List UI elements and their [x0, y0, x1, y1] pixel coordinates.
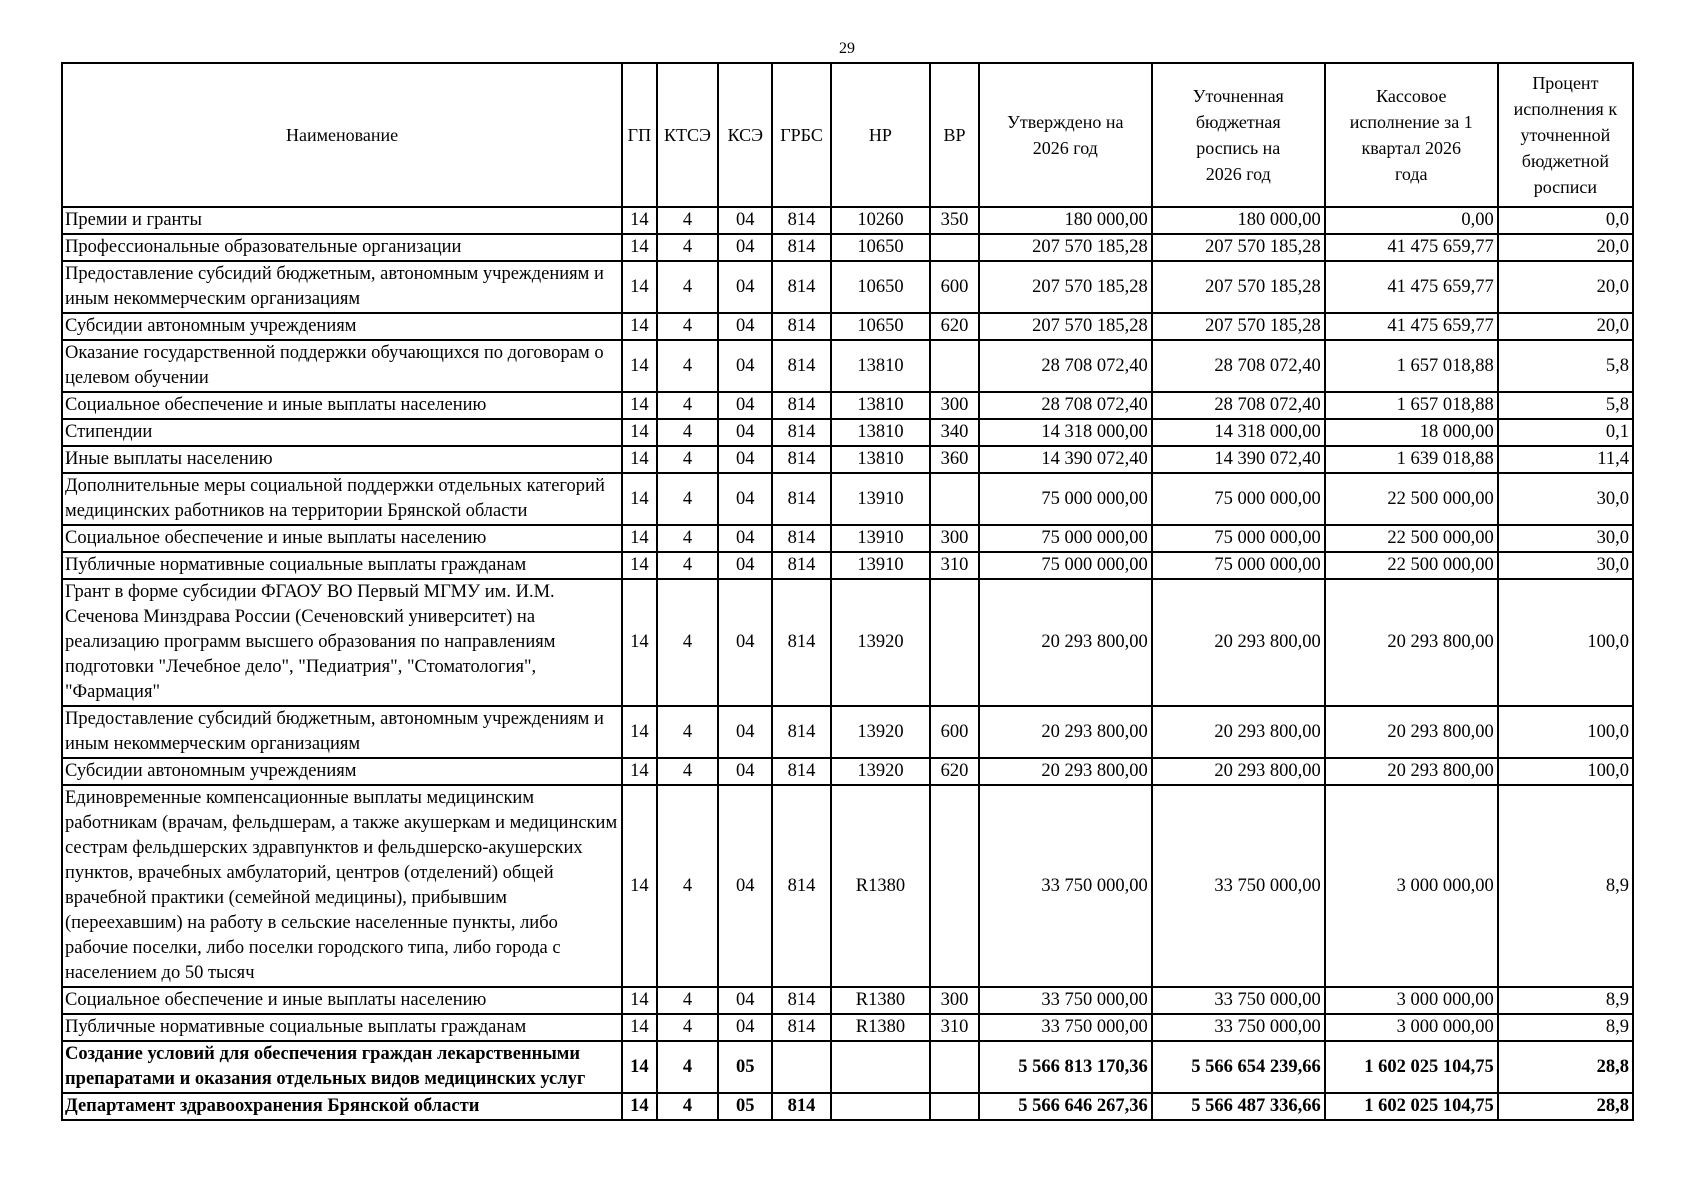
cell-vr: 340	[930, 419, 979, 446]
cell-vr	[930, 1041, 979, 1093]
cell-approved: 33 750 000,00	[979, 987, 1152, 1014]
cell-grbs: 814	[772, 473, 830, 525]
cell-refined: 14 390 072,40	[1152, 446, 1325, 473]
cell-refined: 180 000,00	[1152, 207, 1325, 234]
cell-ktse: 4	[657, 1093, 719, 1120]
cell-gp: 14	[622, 261, 657, 313]
table-row	[62, 1093, 1633, 1120]
cell-nr: 13920	[831, 579, 930, 706]
cell-ktse: 4	[657, 525, 719, 552]
cell-refined: 5 566 654 239,66	[1152, 1041, 1325, 1093]
cell-gp: 14	[622, 313, 657, 340]
table-row	[62, 419, 1633, 446]
cell-approved: 75 000 000,00	[979, 473, 1152, 525]
cell-name: Социальное обеспечение и иные выплаты населению	[62, 525, 622, 552]
cell-approved: 28 708 072,40	[979, 340, 1152, 392]
cell-kse: 05	[718, 1093, 772, 1120]
cell-nr: 13810	[831, 419, 930, 446]
cell-ktse: 4	[657, 207, 719, 234]
cell-gp: 14	[622, 473, 657, 525]
cell-vr: 350	[930, 207, 979, 234]
cell-nr: R1380	[831, 987, 930, 1014]
cell-grbs: 814	[772, 392, 830, 419]
cell-cash: 22 500 000,00	[1325, 525, 1498, 552]
cell-name: Премии и гранты	[62, 207, 622, 234]
cell-kse: 04	[718, 392, 772, 419]
cell-name: Субсидии автономным учреждениям	[62, 758, 622, 785]
cell-vr	[930, 340, 979, 392]
header-nr: НР	[831, 63, 930, 207]
cell-percent: 8,9	[1498, 987, 1633, 1014]
cell-kse: 04	[718, 207, 772, 234]
header-cash: Кассовое исполнение за 1 квартал 2026 года	[1325, 63, 1498, 207]
cell-cash: 20 293 800,00	[1325, 706, 1498, 758]
cell-name: Единовременные компенсационные выплаты медицинским работникам (врачам, фельдшерам, а также акушеркам и медицинским сестрам фельдшерских здравпунктов и фельдшерско-акушерских пунктов, врачебных амбулаторий, центров (отделений) общей врачебной практики (семейной медицины), прибывшим (переехавшим) на работу в сельские населенные пункты, либо рабочие поселки, либо поселки городского типа, либо города с населением до 50 тысяч	[62, 785, 622, 987]
cell-kse: 04	[718, 313, 772, 340]
table-row	[62, 525, 1633, 552]
cell-refined: 33 750 000,00	[1152, 1014, 1325, 1041]
table-row	[62, 706, 1633, 758]
cell-gp: 14	[622, 525, 657, 552]
cell-refined: 207 570 185,28	[1152, 313, 1325, 340]
cell-nr: 10650	[831, 234, 930, 261]
cell-ktse: 4	[657, 313, 719, 340]
cell-vr: 310	[930, 1014, 979, 1041]
cell-percent: 0,0	[1498, 207, 1633, 234]
table-header-row	[62, 63, 1633, 207]
cell-approved: 75 000 000,00	[979, 525, 1152, 552]
header-vr: ВР	[930, 63, 979, 207]
cell-vr	[930, 1093, 979, 1120]
cell-name: Создание условий для обеспечения граждан лекарственными препаратами и оказания отдельных видов медицинских услуг	[62, 1041, 622, 1093]
cell-cash: 41 475 659,77	[1325, 234, 1498, 261]
cell-ktse: 4	[657, 340, 719, 392]
cell-approved: 207 570 185,28	[979, 234, 1152, 261]
cell-cash: 0,00	[1325, 207, 1498, 234]
cell-approved: 207 570 185,28	[979, 313, 1152, 340]
cell-approved: 20 293 800,00	[979, 579, 1152, 706]
cell-cash: 22 500 000,00	[1325, 473, 1498, 525]
cell-refined: 20 293 800,00	[1152, 706, 1325, 758]
cell-approved: 14 390 072,40	[979, 446, 1152, 473]
cell-refined: 33 750 000,00	[1152, 785, 1325, 987]
cell-vr	[930, 579, 979, 706]
cell-percent: 5,8	[1498, 392, 1633, 419]
cell-vr: 620	[930, 758, 979, 785]
table-body	[62, 207, 1633, 1120]
cell-name: Стипендии	[62, 419, 622, 446]
cell-kse: 04	[718, 525, 772, 552]
cell-refined: 75 000 000,00	[1152, 473, 1325, 525]
cell-gp: 14	[622, 785, 657, 987]
cell-kse: 04	[718, 261, 772, 313]
cell-kse: 04	[718, 419, 772, 446]
header-kse: КСЭ	[718, 63, 772, 207]
cell-ktse: 4	[657, 758, 719, 785]
cell-gp: 14	[622, 579, 657, 706]
cell-kse: 04	[718, 552, 772, 579]
cell-nr: R1380	[831, 1014, 930, 1041]
cell-gp: 14	[622, 446, 657, 473]
cell-approved: 20 293 800,00	[979, 758, 1152, 785]
cell-cash: 41 475 659,77	[1325, 313, 1498, 340]
cell-cash: 41 475 659,77	[1325, 261, 1498, 313]
cell-vr: 600	[930, 261, 979, 313]
header-gp: ГП	[622, 63, 657, 207]
cell-nr: 13910	[831, 552, 930, 579]
cell-vr: 360	[930, 446, 979, 473]
cell-approved: 75 000 000,00	[979, 552, 1152, 579]
cell-percent: 11,4	[1498, 446, 1633, 473]
cell-percent: 20,0	[1498, 234, 1633, 261]
header-grbs: ГРБС	[772, 63, 830, 207]
cell-percent: 30,0	[1498, 473, 1633, 525]
cell-approved: 180 000,00	[979, 207, 1152, 234]
cell-grbs: 814	[772, 340, 830, 392]
table-row	[62, 207, 1633, 234]
cell-name: Грант в форме субсидии ФГАОУ ВО Первый МГМУ им. И.М. Сеченова Минздрава России (Сеченовский университет) на реализацию программ высшего образования по направлениям подготовки "Лечебное дело", "Педиатрия", "Стоматология", "Фармация"	[62, 579, 622, 706]
cell-percent: 30,0	[1498, 552, 1633, 579]
cell-refined: 20 293 800,00	[1152, 579, 1325, 706]
cell-name: Профессиональные образовательные организации	[62, 234, 622, 261]
cell-name: Публичные нормативные социальные выплаты гражданам	[62, 1014, 622, 1041]
table-row	[62, 758, 1633, 785]
cell-grbs: 814	[772, 261, 830, 313]
cell-cash: 1 657 018,88	[1325, 392, 1498, 419]
cell-percent: 28,8	[1498, 1093, 1633, 1120]
cell-vr: 300	[930, 392, 979, 419]
cell-refined: 28 708 072,40	[1152, 340, 1325, 392]
cell-refined: 75 000 000,00	[1152, 525, 1325, 552]
cell-name: Оказание государственной поддержки обучающихся по договорам о целевом обучении	[62, 340, 622, 392]
table-row	[62, 234, 1633, 261]
cell-cash: 20 293 800,00	[1325, 579, 1498, 706]
cell-grbs: 814	[772, 785, 830, 987]
cell-nr: 10650	[831, 261, 930, 313]
cell-gp: 14	[622, 419, 657, 446]
cell-gp: 14	[622, 207, 657, 234]
cell-cash: 3 000 000,00	[1325, 785, 1498, 987]
cell-name: Публичные нормативные социальные выплаты гражданам	[62, 552, 622, 579]
cell-ktse: 4	[657, 419, 719, 446]
cell-vr: 300	[930, 987, 979, 1014]
cell-percent: 30,0	[1498, 525, 1633, 552]
header-ktse: КТСЭ	[657, 63, 719, 207]
cell-gp: 14	[622, 706, 657, 758]
cell-percent: 0,1	[1498, 419, 1633, 446]
cell-vr: 620	[930, 313, 979, 340]
cell-ktse: 4	[657, 261, 719, 313]
cell-name: Предоставление субсидий бюджетным, автономным учреждениям и иным некоммерческим организациям	[62, 261, 622, 313]
cell-name: Социальное обеспечение и иные выплаты населению	[62, 987, 622, 1014]
cell-refined: 28 708 072,40	[1152, 392, 1325, 419]
table-row	[62, 340, 1633, 392]
cell-percent: 100,0	[1498, 706, 1633, 758]
cell-ktse: 4	[657, 1014, 719, 1041]
table-row	[62, 1041, 1633, 1093]
cell-name: Дополнительные меры социальной поддержки отдельных категорий медицинских работников на территории Брянской области	[62, 473, 622, 525]
cell-ktse: 4	[657, 579, 719, 706]
cell-nr: 13810	[831, 446, 930, 473]
cell-vr	[930, 473, 979, 525]
cell-nr: 13920	[831, 758, 930, 785]
cell-cash: 1 657 018,88	[1325, 340, 1498, 392]
cell-cash: 1 602 025 104,75	[1325, 1093, 1498, 1120]
cell-nr: 13810	[831, 392, 930, 419]
cell-grbs: 814	[772, 446, 830, 473]
cell-cash: 3 000 000,00	[1325, 987, 1498, 1014]
cell-vr: 600	[930, 706, 979, 758]
cell-kse: 04	[718, 1014, 772, 1041]
cell-gp: 14	[622, 234, 657, 261]
budget-table	[61, 62, 1634, 1121]
header-approved: Утверждено на 2026 год	[979, 63, 1152, 207]
table-row	[62, 261, 1633, 313]
header-percent: Процент исполнения к уточненной бюджетной росписи	[1498, 63, 1633, 207]
cell-nr: 10650	[831, 313, 930, 340]
cell-gp: 14	[622, 340, 657, 392]
cell-kse: 04	[718, 473, 772, 525]
cell-approved: 207 570 185,28	[979, 261, 1152, 313]
cell-grbs: 814	[772, 207, 830, 234]
table-row	[62, 785, 1633, 987]
cell-ktse: 4	[657, 706, 719, 758]
cell-refined: 207 570 185,28	[1152, 234, 1325, 261]
cell-kse: 04	[718, 987, 772, 1014]
cell-percent: 8,9	[1498, 785, 1633, 987]
cell-nr	[831, 1041, 930, 1093]
cell-percent: 28,8	[1498, 1041, 1633, 1093]
cell-percent: 100,0	[1498, 579, 1633, 706]
cell-name: Социальное обеспечение и иные выплаты населению	[62, 392, 622, 419]
cell-grbs: 814	[772, 552, 830, 579]
cell-kse: 04	[718, 758, 772, 785]
cell-approved: 14 318 000,00	[979, 419, 1152, 446]
cell-refined: 5 566 487 336,66	[1152, 1093, 1325, 1120]
cell-vr	[930, 234, 979, 261]
cell-cash: 1 639 018,88	[1325, 446, 1498, 473]
cell-gp: 14	[622, 987, 657, 1014]
cell-cash: 22 500 000,00	[1325, 552, 1498, 579]
cell-nr: 13910	[831, 473, 930, 525]
cell-approved: 20 293 800,00	[979, 706, 1152, 758]
header-refined: Уточненная бюджетная роспись на 2026 год	[1152, 63, 1325, 207]
table-row	[62, 473, 1633, 525]
cell-cash: 18 000,00	[1325, 419, 1498, 446]
cell-grbs: 814	[772, 525, 830, 552]
cell-ktse: 4	[657, 785, 719, 987]
table-row	[62, 987, 1633, 1014]
cell-grbs: 814	[772, 579, 830, 706]
cell-gp: 14	[622, 1014, 657, 1041]
cell-kse: 05	[718, 1041, 772, 1093]
cell-nr: 13810	[831, 340, 930, 392]
cell-nr	[831, 1093, 930, 1120]
cell-approved: 5 566 813 170,36	[979, 1041, 1152, 1093]
cell-gp: 14	[622, 758, 657, 785]
cell-ktse: 4	[657, 1041, 719, 1093]
cell-ktse: 4	[657, 473, 719, 525]
cell-vr: 300	[930, 525, 979, 552]
cell-name: Иные выплаты населению	[62, 446, 622, 473]
cell-ktse: 4	[657, 392, 719, 419]
header-name: Наименование	[62, 63, 622, 207]
cell-grbs: 814	[772, 1093, 830, 1120]
cell-refined: 75 000 000,00	[1152, 552, 1325, 579]
cell-nr: 10260	[831, 207, 930, 234]
cell-cash: 3 000 000,00	[1325, 1014, 1498, 1041]
cell-approved: 5 566 646 267,36	[979, 1093, 1152, 1120]
cell-kse: 04	[718, 234, 772, 261]
cell-kse: 04	[718, 785, 772, 987]
cell-grbs: 814	[772, 234, 830, 261]
cell-ktse: 4	[657, 987, 719, 1014]
cell-vr: 310	[930, 552, 979, 579]
cell-nr: R1380	[831, 785, 930, 987]
cell-vr	[930, 785, 979, 987]
cell-grbs: 814	[772, 419, 830, 446]
cell-percent: 20,0	[1498, 261, 1633, 313]
cell-ktse: 4	[657, 446, 719, 473]
cell-nr: 13910	[831, 525, 930, 552]
table-row	[62, 446, 1633, 473]
cell-kse: 04	[718, 340, 772, 392]
cell-percent: 100,0	[1498, 758, 1633, 785]
cell-name: Предоставление субсидий бюджетным, автономным учреждениям и иным некоммерческим организациям	[62, 706, 622, 758]
cell-nr: 13920	[831, 706, 930, 758]
cell-approved: 33 750 000,00	[979, 785, 1152, 987]
page-number: 29	[839, 40, 855, 57]
cell-grbs: 814	[772, 313, 830, 340]
table-row	[62, 579, 1633, 706]
cell-cash: 20 293 800,00	[1325, 758, 1498, 785]
cell-gp: 14	[622, 1041, 657, 1093]
cell-refined: 207 570 185,28	[1152, 261, 1325, 313]
cell-gp: 14	[622, 552, 657, 579]
cell-grbs: 814	[772, 758, 830, 785]
cell-refined: 14 318 000,00	[1152, 419, 1325, 446]
cell-name: Субсидии автономным учреждениям	[62, 313, 622, 340]
cell-refined: 20 293 800,00	[1152, 758, 1325, 785]
cell-kse: 04	[718, 446, 772, 473]
cell-approved: 28 708 072,40	[979, 392, 1152, 419]
cell-kse: 04	[718, 706, 772, 758]
cell-grbs: 814	[772, 1014, 830, 1041]
cell-gp: 14	[622, 1093, 657, 1120]
cell-ktse: 4	[657, 552, 719, 579]
cell-grbs: 814	[772, 706, 830, 758]
cell-kse: 04	[718, 579, 772, 706]
cell-percent: 5,8	[1498, 340, 1633, 392]
cell-grbs	[772, 1041, 830, 1093]
cell-ktse: 4	[657, 234, 719, 261]
table-row	[62, 392, 1633, 419]
cell-cash: 1 602 025 104,75	[1325, 1041, 1498, 1093]
cell-approved: 33 750 000,00	[979, 1014, 1152, 1041]
cell-name: Департамент здравоохранения Брянской области	[62, 1093, 622, 1120]
table-row	[62, 1014, 1633, 1041]
table-row	[62, 313, 1633, 340]
cell-percent: 8,9	[1498, 1014, 1633, 1041]
cell-grbs: 814	[772, 987, 830, 1014]
cell-refined: 33 750 000,00	[1152, 987, 1325, 1014]
cell-gp: 14	[622, 392, 657, 419]
table-row	[62, 552, 1633, 579]
cell-percent: 20,0	[1498, 313, 1633, 340]
